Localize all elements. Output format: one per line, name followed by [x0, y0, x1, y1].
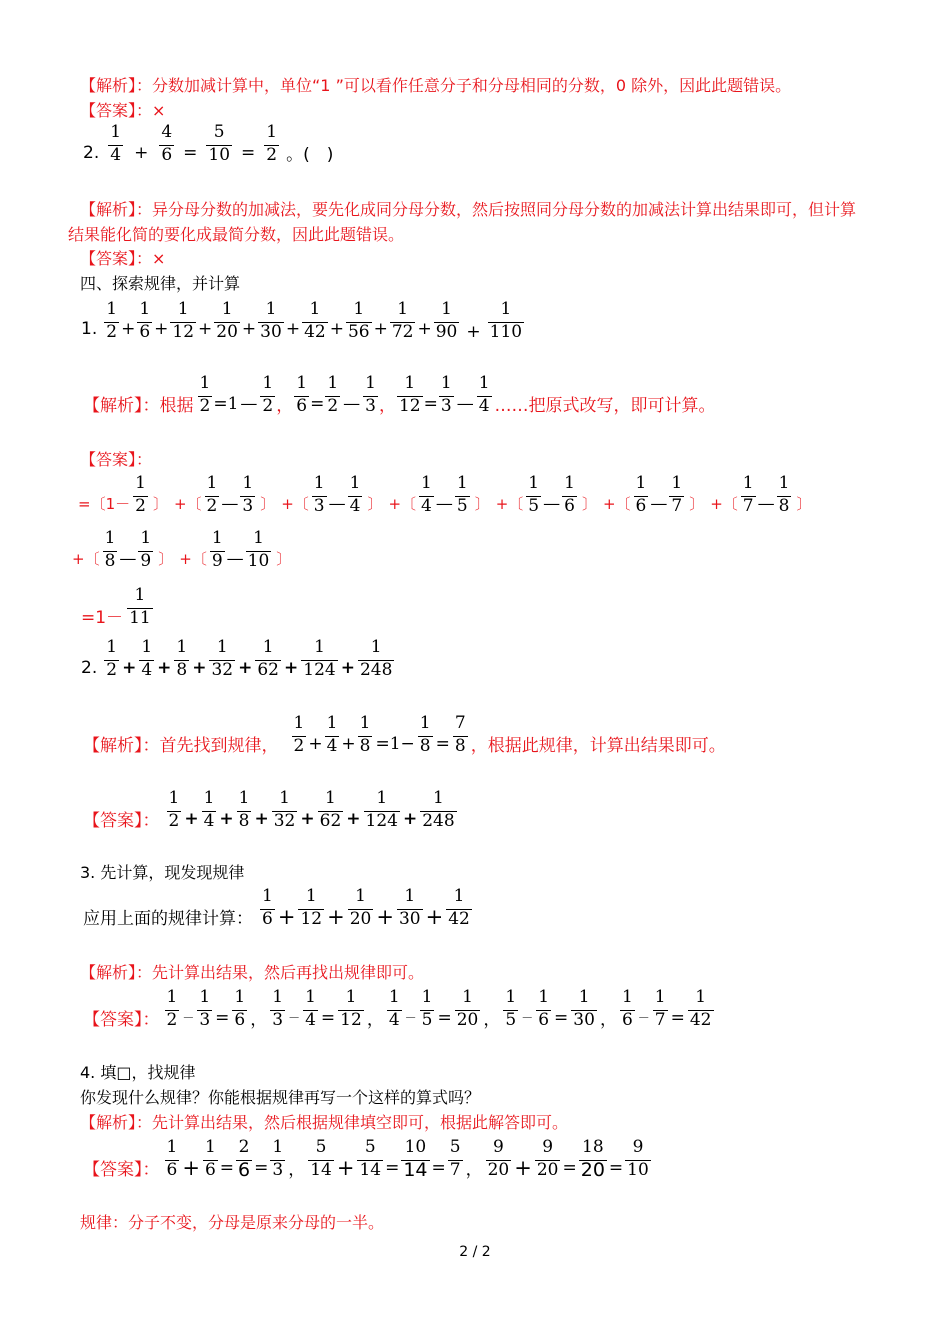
analysis-line: 【解析】：先计算出结果，然后根据规律填空即可，根据此解答即可。	[80, 1113, 569, 1132]
page-number: 2 / 2	[459, 1244, 491, 1260]
fraction: $\frac{1}{8}$	[176, 637, 188, 680]
fraction: $\frac{1}{4}$	[141, 637, 153, 680]
fraction: $\frac{5}{14}$	[359, 1137, 382, 1180]
operator: +	[327, 904, 345, 929]
operator: =	[562, 1157, 577, 1178]
fraction: 1 6	[262, 886, 273, 929]
fraction: 1 4	[110, 122, 122, 165]
problem-1-analysis: 【解析】：根据 $\frac{1}{2}$ = 1 — 1 2 ， $\frac{1}{6}$ = $\frac{1}{2}$ — 1 3 ， $\frac{1}{12}$ = $\frac{1}{3}$ — 1 4 ……把原式改写，即可计算。	[83, 373, 716, 416]
answer-row-1	[76, 474, 815, 515]
operator: =	[254, 1157, 269, 1178]
fraction: 1 4	[388, 987, 400, 1030]
operator: +〔	[72, 550, 100, 568]
fraction: $\frac{1}{12}$	[172, 298, 195, 342]
fraction: $\frac{1}{42}$	[448, 886, 470, 929]
answer-line: 【答案】：×	[80, 249, 166, 268]
fraction: $\frac{1}{32}$	[273, 788, 296, 831]
operator: +	[157, 657, 172, 678]
fraction: $\frac{1}{72}$	[391, 298, 414, 342]
operator: +	[425, 904, 444, 929]
problem-1-expression: 1. 1 2 + $\frac{1}{6}$ + $\frac{1}{12}$ + $\frac{1}{20}$ + $\frac{1}{30}$ + $\frac{1}{42}$ + $\frac{1}{56}$ + $\frac{1}{72}$ + $\frac{1}{90}$ + $\frac{1}{110}$	[81, 298, 523, 342]
operator: +	[402, 808, 418, 829]
answer-line: 【答案】：×	[80, 101, 166, 120]
operator: =	[554, 1007, 569, 1028]
operator: ，	[250, 1010, 268, 1030]
fraction: $\frac{1}{62}$	[257, 637, 279, 680]
operator: －	[288, 1011, 301, 1025]
fraction: $\frac{9}{10}$	[627, 1137, 649, 1180]
problem-2-expression: 2. 1 2 + $\frac{1}{4}$ + $\frac{1}{8}$ + $\frac{1}{32}$ + $\frac{1}{62}$ + $\frac{1}{124}$ + $\frac{1}{248}$	[81, 637, 393, 680]
operator: +	[184, 808, 199, 829]
fraction: 1 6	[635, 473, 647, 516]
problem-2-answer: 【答案】： 1 2 + $\frac{1}{4}$ + $\frac{1}{8}$ + $\frac{1}{32}$ + $\frac{1}{62}$ + $\frac{1}{124}$ + $\frac{1}{248}$	[83, 788, 455, 831]
operator: —	[328, 493, 346, 514]
operator: —	[650, 493, 668, 514]
operator: +	[373, 319, 388, 339]
fraction: $\frac{9}{20}$	[536, 1137, 559, 1180]
operator: +	[182, 1155, 200, 1180]
fraction: $\frac{1}{248}$	[359, 637, 393, 680]
problem-3-title: 3. 先计算，现发现规律	[80, 863, 245, 882]
fraction: 1 9	[140, 528, 152, 571]
operator: —	[757, 493, 775, 514]
operator: ，	[465, 1160, 483, 1180]
operator: ，	[599, 1010, 617, 1030]
operator: 〕	[276, 550, 292, 568]
operator: +〔	[710, 495, 738, 513]
operator: 〕	[689, 495, 705, 513]
fraction: $\frac{10}{14}$	[403, 1137, 428, 1181]
operator: +〔	[495, 495, 524, 513]
fraction: $\frac{1}{6}$	[538, 987, 550, 1030]
operator: =	[215, 1007, 230, 1028]
fraction: $\frac{1}{124}$	[303, 637, 336, 680]
operator: 〕	[474, 495, 490, 513]
operator: =	[437, 1007, 452, 1028]
operator: +	[340, 657, 355, 678]
operator: +〔	[173, 495, 202, 513]
fraction: $\frac{1}{248}$	[422, 788, 455, 831]
operator: —	[435, 493, 453, 514]
fraction: 1 2	[106, 298, 118, 342]
fraction: 1 10	[247, 528, 270, 571]
fraction: 1 8	[778, 473, 790, 516]
fraction: $\frac{1}{30}$	[573, 987, 595, 1030]
fraction: 1 7	[671, 473, 683, 516]
problem-4-answer: 【答案】： 1 6 + $\frac{1}{6}$ = $\frac{2}{6}$ = $\frac{1}{3}$ ， 5 14 + $\frac{5}{14}$ = $\frac{10}{14}$ = $\frac{5}{7}$ ， 9 20 + $\frac{9}{20}$ = $\frac{18}{20}$ = $\frac{9}{10}$	[83, 1137, 649, 1181]
fraction: $\frac{1}{62}$	[319, 788, 342, 831]
fraction: $\frac{1}{30}$	[260, 298, 282, 342]
fraction: 1 2	[168, 788, 180, 831]
fraction: $\frac{5}{7}$	[449, 1137, 461, 1180]
operator: =	[670, 1007, 685, 1028]
fraction: $\frac{1}{8}$	[238, 788, 250, 831]
problem-4-question: 你发现什么规律？你能根据规律再写一个这样的算式吗？	[80, 1088, 481, 1107]
operator: +	[514, 1155, 532, 1180]
fraction: $\frac{1}{3}$	[272, 1137, 284, 1180]
fraction: $\frac{18}{20}$	[580, 1137, 605, 1181]
operator: =〔1－	[78, 495, 131, 513]
fraction: 1 5	[456, 473, 468, 516]
operator: =	[385, 1157, 400, 1178]
fraction: 1 2	[166, 987, 178, 1030]
fraction: $\frac{1}{30}$	[398, 886, 421, 929]
fraction: $\frac{1}{90}$	[435, 298, 458, 342]
operator: +	[284, 657, 299, 678]
operator: +	[192, 657, 207, 678]
operator: +	[466, 322, 481, 342]
answer-row-2	[70, 529, 295, 570]
fraction: $\frac{1}{2}$	[266, 122, 278, 165]
fraction: $\frac{1}{20}$	[349, 886, 372, 929]
operator: －	[182, 1011, 195, 1025]
operator: +	[198, 319, 213, 339]
fraction: $\frac{1}{56}$	[347, 298, 370, 342]
fraction: $\frac{1}{42}$	[304, 298, 326, 342]
fraction: 1 3	[313, 473, 325, 516]
operator: +	[219, 808, 234, 829]
fraction: $\frac{1}{6}$	[139, 298, 151, 342]
fraction: 1 7	[742, 473, 754, 516]
operator: +	[417, 319, 432, 339]
operator: =	[608, 1157, 624, 1178]
operator: +	[241, 319, 257, 339]
fraction: 1 2	[135, 473, 146, 516]
operator: －	[521, 1011, 534, 1025]
fraction: 1 6	[621, 987, 633, 1030]
operator: ，	[288, 1160, 306, 1180]
operator: +	[277, 904, 296, 929]
fraction: 1 3	[242, 473, 254, 516]
operator: 〕	[260, 495, 276, 513]
operator: 〕	[796, 495, 812, 513]
answer-line: 【答案】：	[80, 450, 153, 469]
operator: +	[121, 319, 136, 339]
fraction: 1 3	[272, 987, 284, 1030]
operator: +	[346, 808, 361, 829]
fraction: $\frac{1}{12}$	[340, 987, 362, 1030]
operator: 〕	[367, 495, 383, 513]
fraction: $\frac{1}{7}$	[654, 987, 666, 1030]
operator: +	[154, 319, 169, 339]
fraction: $\frac{1}{124}$	[365, 788, 398, 831]
fraction: 9 20	[487, 1137, 510, 1180]
fraction: $\frac{1}{4}$	[203, 788, 215, 831]
operator: +〔	[179, 550, 207, 568]
analysis-line: 【解析】：先计算出结果，然后再找出规律即可。	[80, 963, 425, 982]
operator: —	[221, 493, 239, 514]
operator: =	[219, 1157, 235, 1178]
fraction: 1 5	[528, 473, 540, 516]
operator: +	[329, 319, 344, 339]
operator: +	[254, 808, 269, 829]
question-2-expression: 2. 1 4 + $\frac{4}{6}$ = $\frac{5}{10}$ = $\frac{1}{2}$ 。( )	[83, 122, 334, 165]
fraction: 1 5	[505, 987, 517, 1030]
problem-3-answer: 【答案】： 1 2 － $\frac{1}{3}$ = $\frac{1}{6}$ ， 1 3 － $\frac{1}{4}$ = $\frac{1}{12}$ ， 1 4 － $\frac{1}{5}$ = $\frac{1}{20}$ ， 1 5 － $\frac{1}{6}$ = $\frac{1}{30}$ ， 1 6 － $\frac{1}{7}$ = $\frac{1}{42}$	[83, 987, 712, 1030]
operator: 〕	[158, 550, 174, 568]
fraction: $\frac{1}{6}$	[204, 1137, 216, 1180]
operator: =	[431, 1157, 446, 1178]
fraction: $\frac{1}{20}$	[216, 298, 238, 342]
problem-4-title: 4. 填□，找规律	[80, 1063, 196, 1082]
operator: +	[336, 1155, 355, 1180]
fraction: 1 4	[421, 473, 432, 516]
operator: －	[637, 1011, 650, 1025]
operator: +〔	[602, 495, 631, 513]
operator: ，	[483, 1010, 501, 1030]
rule-line: 规律：分子不变，分母是原来分母的一半。	[80, 1213, 385, 1232]
fraction: 1 2	[206, 473, 218, 516]
operator: +	[285, 319, 301, 339]
section-heading: 四、探索规律，并计算	[80, 274, 241, 293]
fraction: $\frac{1}{3}$	[199, 987, 211, 1030]
fraction: 1 4	[349, 473, 361, 516]
fraction: $\frac{1}{32}$	[211, 637, 234, 680]
fraction: $\frac{1}{5}$	[421, 987, 433, 1030]
fraction: 1 9	[211, 528, 223, 571]
operator: —	[119, 548, 137, 569]
problem-3-expression: 应用上面的规律计算： 1 6 + $\frac{1}{12}$ + $\frac{1}{20}$ + $\frac{1}{30}$ + $\frac{1}{42}$	[83, 886, 470, 929]
fraction: 1 6	[166, 1137, 178, 1180]
operator: +	[376, 904, 394, 929]
operator: —	[543, 493, 561, 514]
operator: +〔	[281, 495, 309, 513]
fraction: $\frac{1}{110}$	[489, 298, 523, 342]
analysis-line: 【解析】：异分母分数的加减法，要先化成同分母分数，然后按照同分母分数的加减法计算出结果即可，但计算	[80, 200, 857, 219]
operator: +	[238, 657, 253, 678]
operator: 〕	[152, 495, 168, 513]
fraction: 1 2	[106, 637, 118, 680]
problem-2-analysis: 【解析】：首先找到规律， 1 2 + $\frac{1}{4}$ + $\frac{1}{8}$ =1− $\frac{1}{8}$ = $\frac{7}{8}$ ，根据此规律，计算出结果即可。	[83, 713, 726, 756]
analysis-line: 【解析】：分数加减计算中，单位“1 ”可以看作任意分子和分母相同的分数，0 除外，因此此题错误。	[80, 76, 792, 95]
fraction: $\frac{1}{20}$	[456, 987, 479, 1030]
fraction: $\frac{1}{4}$	[305, 987, 316, 1030]
analysis-line-2: 结果能化简的要化成最简分数，因此此题错误。	[68, 225, 405, 244]
operator: ，	[366, 1010, 384, 1030]
fraction: $\frac{1}{6}$	[234, 987, 246, 1030]
fraction: $\frac{5}{10}$	[208, 122, 231, 165]
operator: =	[320, 1007, 336, 1028]
fraction: 1 6	[564, 473, 575, 516]
operator: —	[226, 548, 244, 569]
operator: 〕	[581, 495, 597, 513]
fraction: 1 8	[104, 528, 116, 571]
operator: －	[404, 1011, 417, 1025]
operator: +	[122, 657, 137, 678]
fraction: $\frac{1}{12}$	[300, 886, 323, 929]
answer-final: =1－ 1 11	[81, 585, 151, 628]
fraction: $\frac{1}{42}$	[689, 987, 712, 1030]
fraction: $\frac{2}{6}$	[238, 1137, 251, 1181]
fraction: 5 14	[310, 1137, 332, 1180]
fraction: $\frac{4}{6}$	[161, 122, 173, 165]
operator: +	[300, 808, 315, 829]
operator: +〔	[388, 495, 417, 513]
